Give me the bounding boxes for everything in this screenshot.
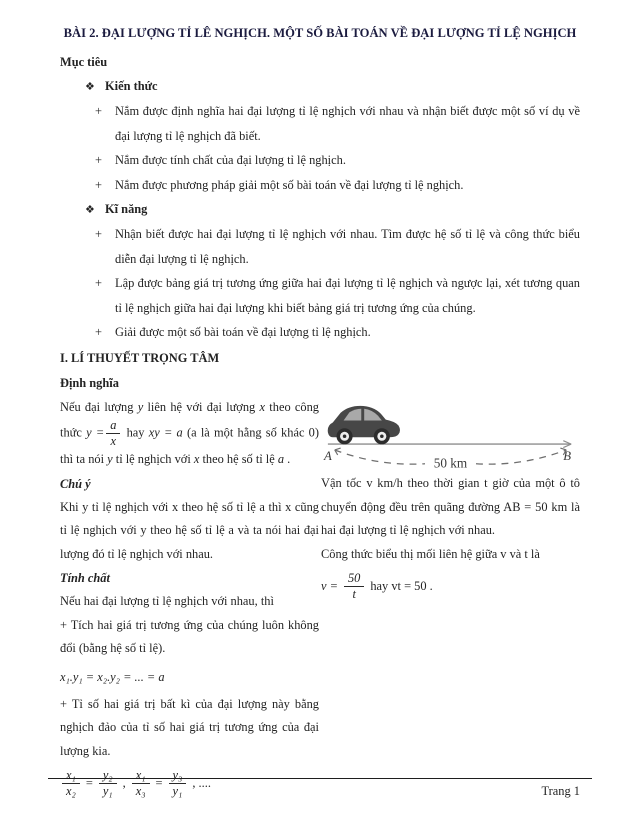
two-column-layout xyxy=(60,396,580,801)
skills-item-text: Lập được bảng giá trị tương ứng giữa hai đại lượng tỉ lệ nghịch và ngược lại, xét tương quan tỉ lệ nghịch giữa hai đại lượng khi biết bảng giá trị tương ứng của chúng. xyxy=(115,276,580,315)
road-line xyxy=(328,440,571,447)
knowledge-item xyxy=(60,173,580,198)
car-icon xyxy=(328,405,400,443)
definition-heading: Định nghĩa xyxy=(60,375,119,390)
skills-heading-row xyxy=(60,197,580,222)
math-expression: xy = a xyxy=(148,425,183,440)
knowledge-item-text: Nắm được phương pháp giải một số bài toán về đại lượng tỉ lệ nghịch. xyxy=(115,177,464,192)
fraction-numerator: a xyxy=(106,419,120,434)
fraction-denominator: x xyxy=(110,434,117,449)
example-paragraph-2: Công thức biểu thị mối liên hệ giữa v và t là xyxy=(321,546,540,561)
point-a-label: A xyxy=(323,448,332,463)
knowledge-heading: Kiến thức xyxy=(105,79,158,93)
comma-separator: , xyxy=(122,775,126,790)
fraction-denominator: t xyxy=(352,587,356,602)
fraction-y3-over-y1 xyxy=(169,769,187,798)
definition-text: Nếu đại lượng xyxy=(60,399,138,414)
definition-text: theo công thức xyxy=(60,399,319,440)
theory-column xyxy=(60,396,319,801)
fraction-50-over-t xyxy=(344,572,364,601)
plus-bullet: + xyxy=(95,325,102,339)
definition-text: tỉ lệ nghịch với xyxy=(112,452,194,467)
distance-arc-arrowheads xyxy=(335,448,566,455)
example-column xyxy=(321,396,580,801)
fraction-numerator: x₁ xyxy=(62,769,80,784)
note-heading: Chú ý xyxy=(60,476,91,491)
fraction-denominator: y₁ xyxy=(102,784,113,799)
fraction-x1-over-x3 xyxy=(132,769,150,798)
knowledge-heading-row xyxy=(60,74,580,99)
definition-text: hay xyxy=(122,425,149,440)
equals-sign: = xyxy=(155,775,163,790)
page-title: BÀI 2. ĐẠI LƯỢNG TỈ LÊ NGHỊCH. MỘT SỐ BÀI TOÁN VỀ ĐẠI LƯỢNG TỈ LỆ NGHỊCH xyxy=(63,26,577,40)
velocity-formula xyxy=(321,572,580,601)
skills-item-text: Nhận biết được hai đại lượng tỉ lệ nghịch với nhau. Tìm được hệ số tỉ lệ và công thức biểu diễn đại lượng tỉ lệ nghịch. xyxy=(115,227,580,266)
fraction-denominator: x₃ xyxy=(135,784,146,799)
knowledge-item xyxy=(60,148,580,173)
footer-page-number: Trang 1 xyxy=(541,784,580,798)
math-var: a xyxy=(277,452,285,467)
math-var: y xyxy=(107,452,113,467)
product-formula: x₁.y₁ = x₂.y₂ = ... = a xyxy=(60,669,165,684)
skills-item-text: Giải được một số bài toán về đại lượng tỉ lệ nghịch. xyxy=(115,325,371,339)
property-intro: Nếu hai đại lượng tỉ lệ nghịch với nhau, thì xyxy=(60,594,274,609)
definition-text: liên hệ với đại lượng xyxy=(143,399,260,414)
plus-bullet: + xyxy=(95,177,102,192)
math-expression: v = xyxy=(321,578,338,593)
fraction-numerator: y₂ xyxy=(99,769,117,784)
math-var: x xyxy=(193,452,200,467)
definition-text: . xyxy=(284,452,291,467)
diamond-bullet-icon: ❖ xyxy=(85,81,95,93)
definition-text: (a là một hằng số khác 0) thì ta nói xyxy=(60,425,319,467)
math-expression: y = xyxy=(86,425,105,440)
fraction-y2-over-y1 xyxy=(99,769,117,798)
definition-paragraph xyxy=(60,396,319,472)
theory-section-title: I. LÍ THUYẾT TRỌNG TÂM xyxy=(60,350,220,365)
definition-text: theo hệ số tỉ lệ xyxy=(199,452,278,467)
skills-item xyxy=(60,222,580,271)
diamond-bullet-icon: ❖ xyxy=(85,204,95,216)
property-heading: Tính chất xyxy=(60,571,110,586)
plus-bullet: + xyxy=(95,227,102,241)
fraction-numerator: x₁ xyxy=(132,769,150,784)
knowledge-item-text: Nắm được định nghĩa hai đại lượng tỉ lệ nghịch với nhau và nhận biết được một số ví dụ về đại lượng tỉ lệ nghịch đã biết. xyxy=(115,104,580,143)
equals-sign: = xyxy=(85,775,93,790)
skills-item xyxy=(60,320,580,345)
objectives-heading: Mục tiêu xyxy=(60,55,108,69)
car-illustration xyxy=(321,398,580,469)
property-item-2: + Tỉ số hai giá trị bất kì của đại lượng này bằng nghịch đảo của tỉ số hai giá trị tương ứng của đại lượng kia. xyxy=(60,696,319,758)
note-paragraph: Khi y tỉ lệ nghịch với x theo hệ số tỉ lệ a thì x cũng tỉ lệ nghịch với y theo hệ số tỉ lệ a và ta nói hai đại lượng đó tỉ lệ nghịch với nhau. xyxy=(60,499,319,561)
point-b-label: B xyxy=(563,448,572,463)
ellipsis-tail: , .... xyxy=(192,775,211,790)
distance-label: 50 km xyxy=(433,455,468,469)
fraction-denominator: x₂ xyxy=(66,784,76,799)
plus-bullet: + xyxy=(95,104,102,118)
math-var: x xyxy=(259,399,266,414)
property-item-1: + Tích hai giá trị tương ứng của chúng luôn không đổi (bằng hệ số tỉ lệ). xyxy=(60,617,319,656)
knowledge-item xyxy=(60,99,580,148)
fraction-a-over-x xyxy=(106,419,120,448)
skills-heading: Kĩ năng xyxy=(105,202,148,216)
footer-divider xyxy=(48,778,592,779)
fraction-denominator: y₁ xyxy=(172,784,183,799)
knowledge-item-text: Nắm được tính chất của đại lượng tỉ lệ nghịch. xyxy=(115,153,346,167)
formula-tail: hay vt = 50 . xyxy=(370,578,433,593)
math-var: y xyxy=(137,399,144,414)
fraction-x1-over-x2 xyxy=(62,769,80,798)
plus-bullet: + xyxy=(95,276,102,290)
plus-bullet: + xyxy=(95,153,102,167)
skills-item xyxy=(60,271,580,320)
fraction-numerator: y₃ xyxy=(169,769,187,784)
example-paragraph-1: Vận tốc v km/h theo thời gian t giờ của một ô tô chuyển động đều trên quãng đường AB = 50 km là hai đại lượng tỉ lệ nghịch với nhau. xyxy=(321,476,580,538)
ratio-formula xyxy=(60,769,319,798)
fraction-numerator: 50 xyxy=(344,572,364,587)
